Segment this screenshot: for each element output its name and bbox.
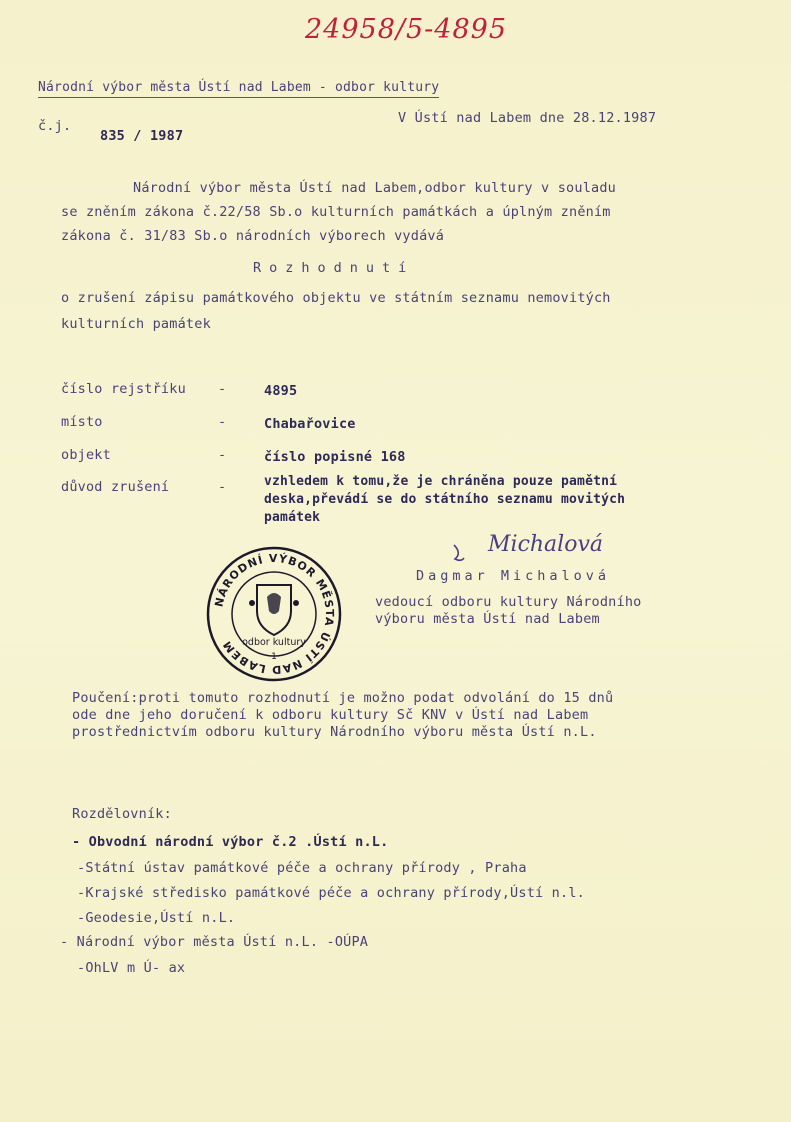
office-header: Národní výbor města Ústí nad Labem - odbor kultury — [38, 80, 439, 98]
instruction-line-3: prostřednictvím odboru kultury Národního výboru města Ústí n.L. — [72, 724, 597, 740]
distribution-item: -Geodesie,Ústí n.L. — [77, 910, 236, 926]
distribution-item: - Národní výbor města Ústí n.L. -OÚPA — [60, 934, 369, 950]
field-label-registry: číslo rejstříku — [61, 381, 186, 397]
field-value-registry: 4895 — [264, 383, 298, 399]
stamp-ring-text: NÁRODNÍ VÝBOR MĚSTA ÚSTÍ NAD LABEM — [212, 551, 337, 677]
signature-initial — [452, 543, 466, 567]
field-value-reason-3: památek — [264, 510, 321, 525]
cj-label: č.j. — [38, 118, 72, 134]
instruction-line-1: Poučení:proti tomuto rozhodnutí je možno podat odvolání do 15 dnů — [72, 690, 614, 706]
field-value-reason-2: deska,převádí se do státního seznamu movitých — [264, 492, 626, 507]
distribution-label: Rozdělovník: — [72, 806, 172, 822]
official-stamp — [205, 545, 343, 683]
field-label-object: objekt — [61, 447, 111, 463]
field-value-reason-1: vzhledem k tomu,že je chráněna pouze pamětní — [264, 474, 618, 489]
handwritten-reference: 24958/5-4895 — [305, 14, 508, 45]
handwritten-signature: Michalová — [488, 532, 603, 557]
stamp-seal-icon — [205, 545, 343, 683]
field-dash: - — [218, 414, 227, 430]
signer-name: Dagmar Michalová — [416, 568, 611, 584]
subject-line-1: o zrušení zápisu památkového objektu ve státním seznamu nemovitých — [61, 290, 611, 306]
field-dash: - — [218, 447, 227, 463]
field-label-reason: důvod zrušení — [61, 479, 170, 495]
instruction-line-2: ode dne jeho doručení k odboru kultury Sč KNV v Ústí nad Labem — [72, 707, 589, 723]
signer-title-2: výboru města Ústí nad Labem — [375, 611, 600, 627]
intro-line-1: Národní výbor města Ústí nad Labem,odbor kultury v souladu — [133, 180, 617, 196]
intro-line-3: zákona č. 31/83 Sb.o národních výborech vydává — [61, 228, 445, 244]
distribution-item: -OhLV m Ú- ax — [77, 960, 186, 976]
field-dash: - — [218, 381, 227, 397]
field-value-object: číslo popisné 168 — [264, 449, 406, 465]
signer-title-1: vedoucí odboru kultury Národního — [375, 594, 642, 610]
distribution-item: - Obvodní národní výbor č.2 .Ústí n.L. — [72, 834, 389, 850]
place-date: V Ústí nad Labem dne 28.12.1987 — [398, 110, 657, 126]
stamp-number: 1 — [271, 652, 277, 662]
distribution-item: -Státní ústav památkové péče a ochrany přírody , Praha — [77, 860, 527, 876]
field-value-place: Chabařovice — [264, 416, 356, 432]
intro-line-2: se zněním zákona č.22/58 Sb.o kulturních památkách a úplným zněním — [61, 204, 611, 220]
field-label-place: místo — [61, 414, 103, 430]
decision-title: Rozhodnutí — [253, 260, 415, 276]
distribution-item: -Krajské středisko památkové péče a ochrany přírody,Ústí n.l. — [77, 885, 585, 901]
subject-line-2: kulturních památek — [61, 316, 211, 332]
stamp-inner-text: odbor kultury — [242, 637, 306, 648]
cj-number: 835 / 1987 — [100, 128, 184, 144]
field-dash: - — [218, 479, 227, 495]
